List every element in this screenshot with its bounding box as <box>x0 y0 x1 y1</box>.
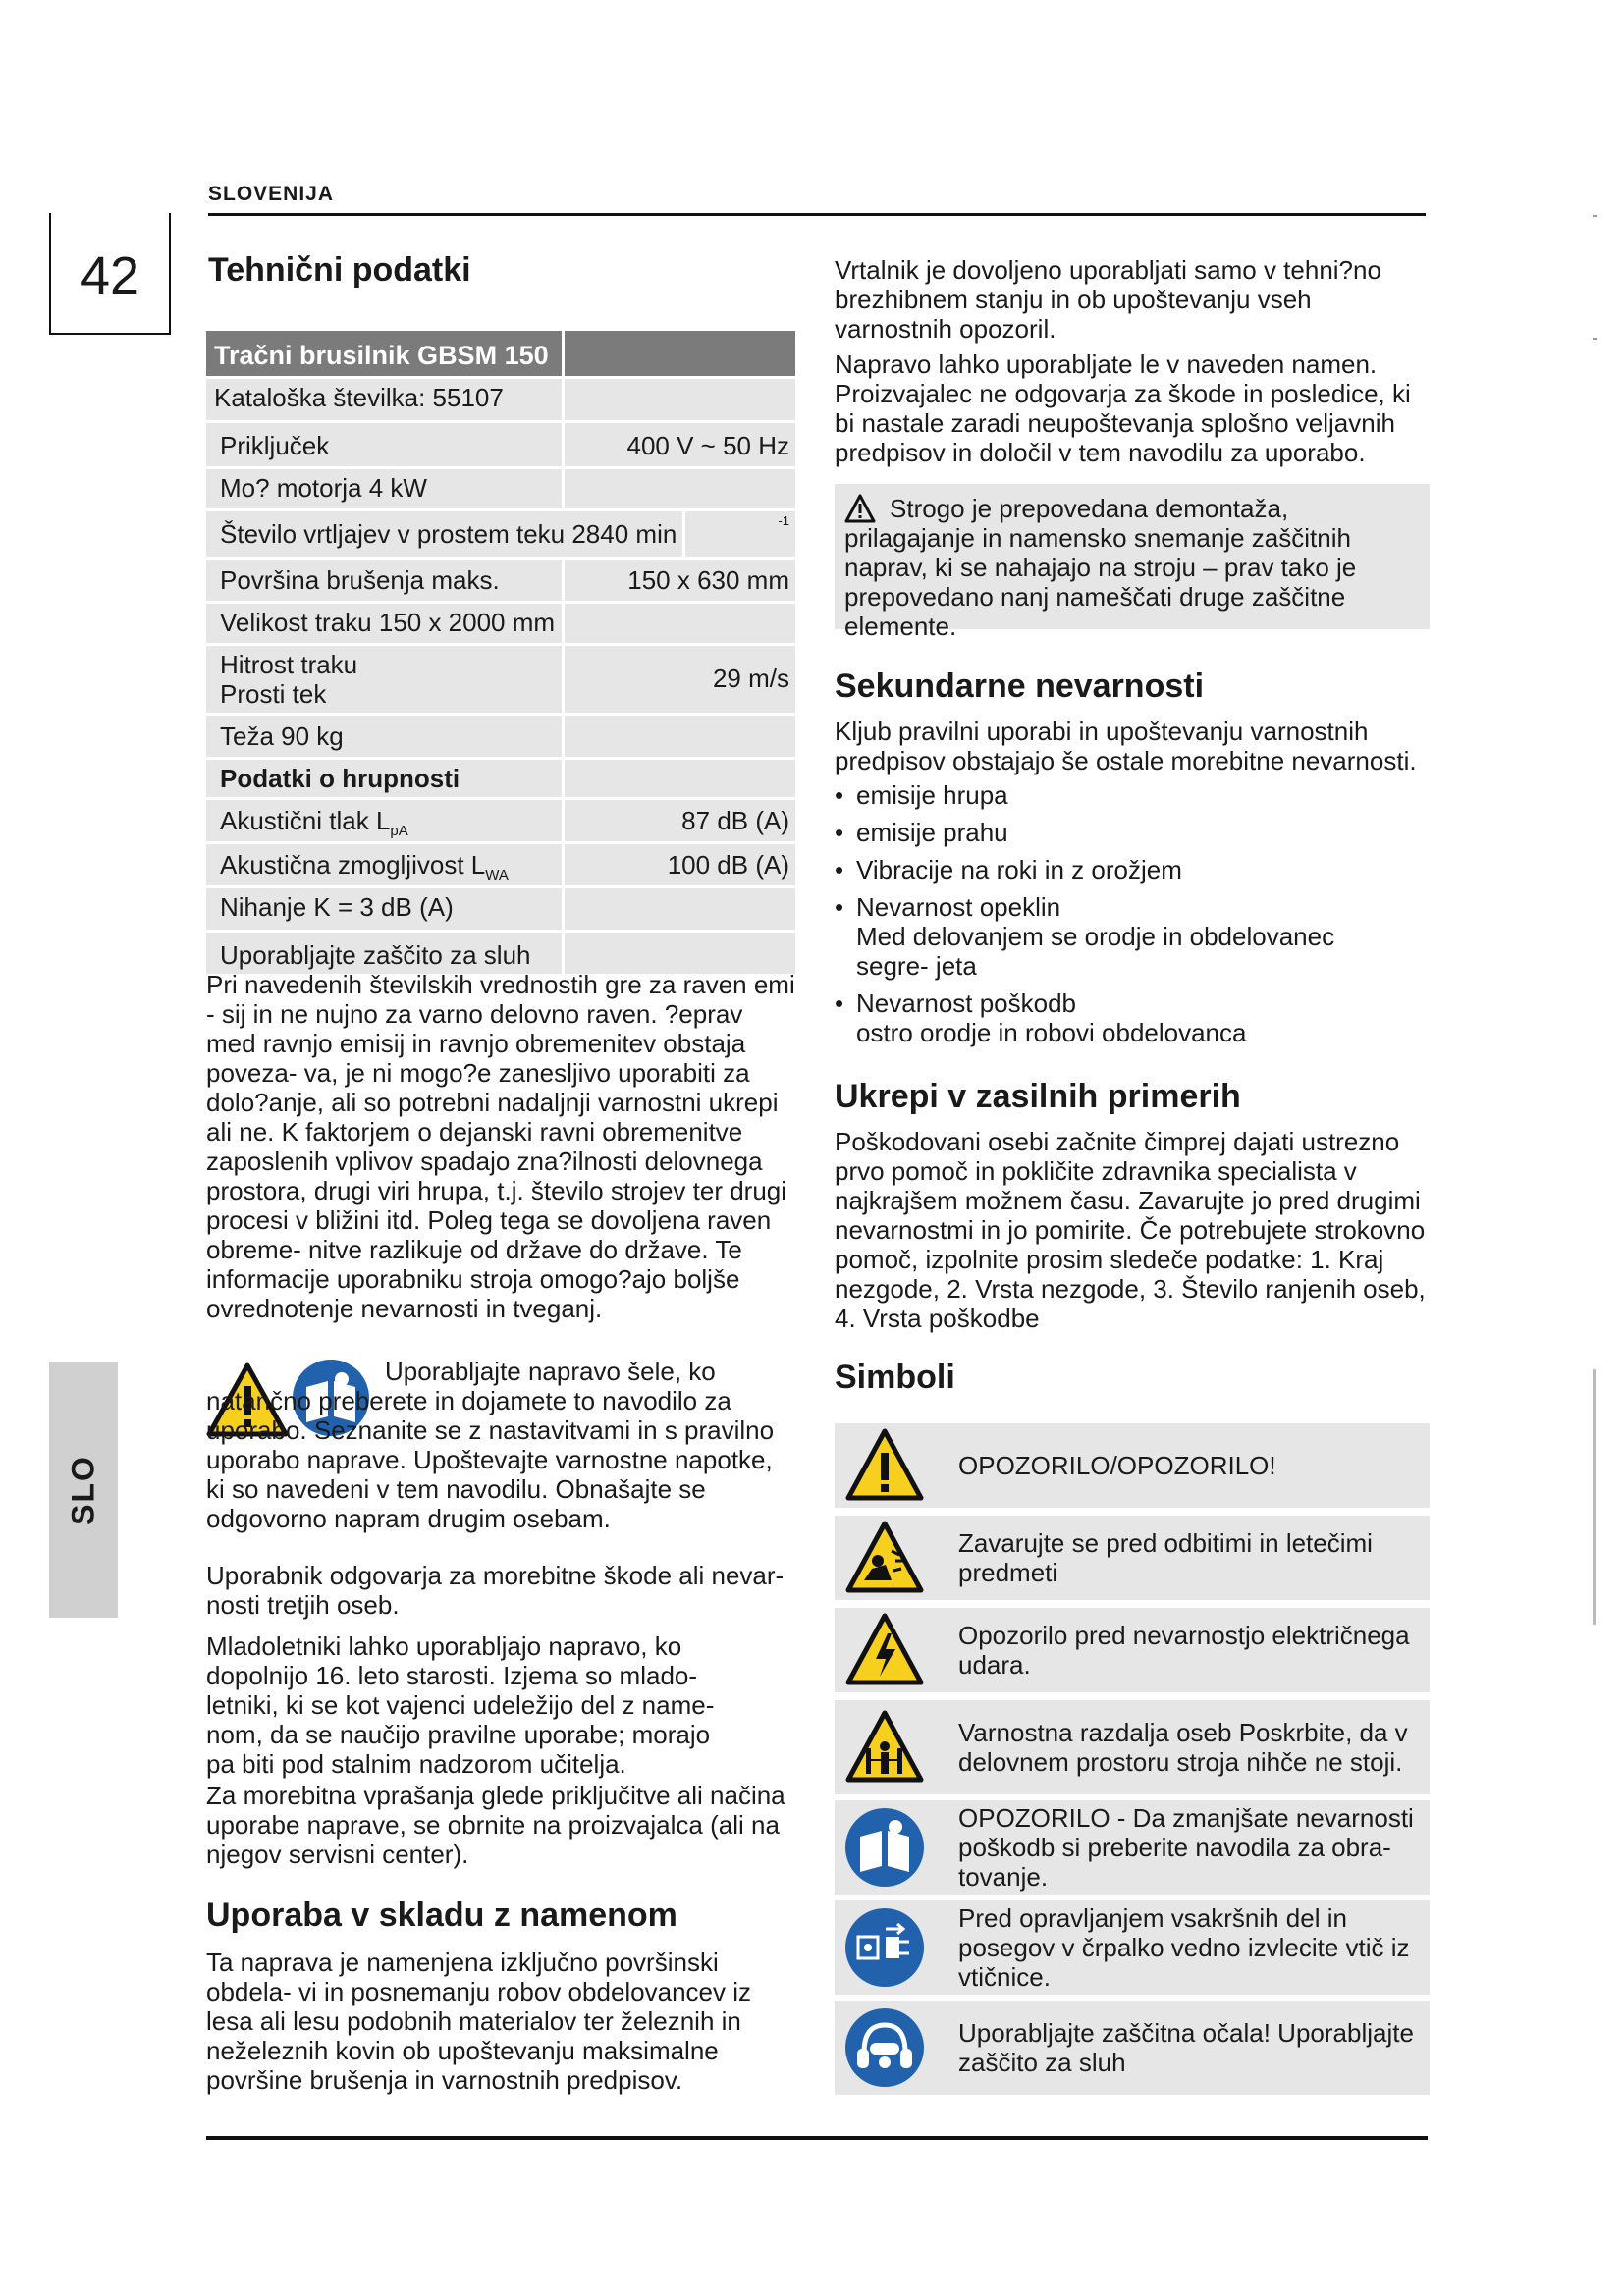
symbol-row <box>835 1423 1430 1508</box>
edge-mark <box>1593 215 1597 217</box>
hazard-main: • Nevarnost poškodb <box>856 988 1077 1018</box>
list-item <box>835 818 1430 847</box>
header-rule <box>208 213 1426 216</box>
table-row <box>206 511 795 560</box>
list-item <box>835 988 1430 1047</box>
noise-paragraph: Pri navedenih številskih vrednostih gre za raven emi - sij in ne nujno za varno delovno raven. ?eprav med ravnjo emisij in ravnjo obremenitev obstaja poveza- va, je ni mogo?e zanesljivo uporabiti za dolo?anje, ali so potrebni nadaljnji varnostni ukrepi ali ne. K faktorjem o dejanski ravni obremenitve zaposlenih vplivov spadajo zna?ilnosti delovnega prostora, drugi viri hrupa, t.j. število strojev ter drugi procesi v bližini itd. Poleg tega se dovoljena raven obreme- nitve razlikuje od države do države. Te informacije uporabniku stroja omogo?ajo boljše ovrednotenje nevarnosti in tveganj. <box>206 970 795 1323</box>
table-title: Tračni brusilnik GBSM 150 <box>206 331 565 376</box>
table-row <box>206 379 795 423</box>
symbol-text: Pred opravljanjem vsakršnih del in posegov v črpalko vedno izvlecite vtič iz vtičnice. <box>958 1903 1410 1992</box>
row-label-line: Prosti tek <box>220 679 327 709</box>
row-label: Mo? motorja 4 kW <box>206 469 565 508</box>
side-tab-label: SLO <box>65 1455 101 1525</box>
hazard-main: emisije hrupa <box>856 780 1008 810</box>
symbol-text: Uporabljajte zaščitna očala! Uporabljajte zaščito za sluh <box>958 2018 1414 2077</box>
list-item <box>835 892 1430 981</box>
symbol-row <box>835 1800 1430 1895</box>
tech-title: Tehnični podatki <box>208 251 471 289</box>
intended-use-paragraph: Ta naprava je namenjena izključno površinski obdela- vi in posnemanju robov obdelovancev iz lesa ali lesu podobnih materialov ter železnih in neželeznih kovin ob upoštevanju maksimalne površine brušenja in varnostnih predpisov. <box>206 1948 752 2095</box>
table-row <box>206 423 795 469</box>
hazard-main: emisije prahu <box>856 818 1008 847</box>
noise-header: Podatki o hrupnosti <box>206 760 565 797</box>
secondary-hazards-title: Sekundarne nevarnosti <box>835 667 1205 705</box>
read-manual-icon <box>842 1805 927 1890</box>
table-row <box>206 844 795 888</box>
page-number: 42 <box>80 246 140 305</box>
symbol-text: Varnostna razdalja oseb Poskrbite, da v delovnem prostoru stroja nihče ne stoji. <box>958 1718 1408 1777</box>
row-label: Uporabljajte zaščito za sluh <box>206 933 565 974</box>
row-label: Nihanje K = 3 dB (A) <box>206 888 565 930</box>
list-item <box>835 780 1430 810</box>
hazards-list <box>835 780 1430 1055</box>
symbol-row <box>835 1516 1430 1600</box>
table-row <box>206 716 795 760</box>
electric-shock-warning-icon <box>842 1608 927 1692</box>
symbol-row <box>835 1900 1430 1995</box>
general-warning-icon <box>842 1423 927 1508</box>
condition-paragraph: Vrtalnik je dovoljeno uporabljati samo v tehni?no brezhibnem stanju in ob upoštevanju vseh varnostnih opozoril. <box>835 255 1381 344</box>
edge-mark <box>1593 338 1597 340</box>
emergency-paragraph: Poškodovani osebi začnite čimprej dajati ustrezno prvo pomoč in pokličite zdravnika specialista v najkrajšem možnem času. Zavarujte jo pred drugimi nevarnostmi in jo pomirite. Če potrebujete strokovno pomoč, izpolnite prosim sledeče podatke: 1. Kraj nezgode, 2. Vrsta nezgode, 3. Število ranjenih oseb, 4. Vrsta poškodbe <box>835 1127 1426 1333</box>
row-label: Velikost traku 150 x 2000 mm <box>206 604 565 643</box>
symbol-row <box>835 1700 1430 1794</box>
purpose-paragraph: Napravo lahko uporabljate le v naveden namen. Proizvajalec ne odgovarja za škode in posledice, ki bi nastale zaradi neupoštevanja splošno veljavnih predpisov in določil v tem navodilu za uporabo. <box>835 349 1411 467</box>
subscript: WA <box>485 867 509 883</box>
symbol-text: OPOZORILO - Da zmanjšate nevarnosti poškodb si preberite navodila za obra- tovanje. <box>958 1803 1414 1892</box>
questions-paragraph: Za morebitna vprašanja glede priključitve ali načina uporabe naprave, se obrnite na proizvajalca (ali na njegov servisni center). <box>206 1781 785 1869</box>
noise-header-row <box>206 760 795 800</box>
footer-rule <box>206 2136 1428 2140</box>
row-label-text: Akustična zmogljivost L <box>220 850 486 880</box>
symbol-text: OPOZORILO/OPOZORILO! <box>958 1451 1276 1480</box>
warning-box <box>835 484 1430 641</box>
table-row <box>206 469 795 511</box>
tech-table <box>206 331 795 977</box>
country-label: SLOVENIJA <box>208 183 335 205</box>
table-header-row <box>206 331 795 379</box>
goggles-ear-protection-icon <box>842 2005 927 2090</box>
hazard-sub: Med delovanjem se orodje in obdelovanec segre- jeta <box>856 922 1335 981</box>
symbol-row <box>835 1608 1430 1692</box>
liability-paragraph: Uporabnik odgovarja za morebitne škode ali nevar- nosti tretjih oseb. <box>206 1561 785 1620</box>
hazard-sub: ostro orodje in robovi obdelovanca <box>856 1018 1247 1047</box>
row-label: Kataloška številka: 55107 <box>206 379 565 420</box>
table-row <box>206 888 795 933</box>
edge-line <box>1593 1369 1596 1625</box>
row-label: Teža 90 kg <box>206 716 565 757</box>
hazard-main: Vibracije na roki in z orožjem <box>856 855 1182 884</box>
row-value: 29 m/s <box>712 664 789 693</box>
list-item <box>835 855 1430 884</box>
row-label-text: Akustični tlak L <box>220 806 391 835</box>
unplug-icon <box>842 1905 927 1990</box>
row-label: Število vrtljajev v prostem teku 2840 min <box>206 511 685 557</box>
hazard-main: • Nevarnost opeklin <box>856 892 1061 922</box>
symbol-row <box>835 2001 1430 2095</box>
row-value: 87 dB (A) <box>681 806 789 835</box>
keep-distance-warning-icon <box>842 1705 927 1789</box>
table-row <box>206 646 795 716</box>
table-row <box>206 604 795 646</box>
language-side-tab <box>49 1362 118 1618</box>
minors-paragraph: Mladoletniki lahko uporabljajo napravo, ko dopolnijo 16. leto starosti. Izjema so mlado- letniki, ki se kot vajenci udeležijo del z name- nom, da se naučijo pravilne uporabe; morajo pa biti pod stalnim nadzorom učitelja. <box>206 1631 715 1779</box>
table-row <box>206 800 795 844</box>
row-value: 150 x 630 mm <box>627 565 789 595</box>
table-row <box>206 560 795 604</box>
row-label <box>206 844 565 885</box>
warning-text: Strogo je prepovedana demontaža, prilagajanje in namensko snemanje zaščitnih naprav, ki se nahajajo na stroju – prav tako je prepovedano nanj nameščati druge zaščitne elemente. <box>844 494 1357 641</box>
intended-use-title: Uporaba v skladu z namenom <box>206 1896 677 1934</box>
row-value: -1 <box>778 513 789 528</box>
flying-objects-warning-icon <box>842 1516 927 1600</box>
read-manual-paragraph: Uporabljajte napravo šele, ko natančno preberete in dojamete to navodilo za uporabo. Seznanite se z nastavitvami in s pravilno uporabo naprave. Upoštevajte varnostne napotke, ki so navedeni v tem navodilu. Obnašajte se odgovorno napram drugim osebam. <box>206 1357 775 1533</box>
symbols-title: Simboli <box>835 1359 955 1396</box>
row-label <box>206 646 565 713</box>
row-label: Površina brušenja maks. <box>206 560 565 601</box>
row-label-line: Hitrost traku <box>220 650 358 679</box>
row-value: 100 dB (A) <box>667 850 789 880</box>
secondary-hazards-paragraph: Kljub pravilni uporabi in upoštevanju varnostnih predpisov obstajajo še ostale morebitne nevarnosti. <box>835 717 1417 775</box>
row-value: 400 V ~ 50 Hz <box>626 431 789 460</box>
emergency-title: Ukrepi v zasilnih primerih <box>835 1078 1241 1115</box>
symbol-text: Opozorilo pred nevarnostjo električnega udara. <box>958 1621 1410 1680</box>
subscript: pA <box>390 823 408 839</box>
row-label <box>206 800 565 841</box>
row-label: Priključek <box>206 423 565 466</box>
symbol-text: Zavarujte se pred odbitimi in letečimi predmeti <box>958 1528 1373 1587</box>
